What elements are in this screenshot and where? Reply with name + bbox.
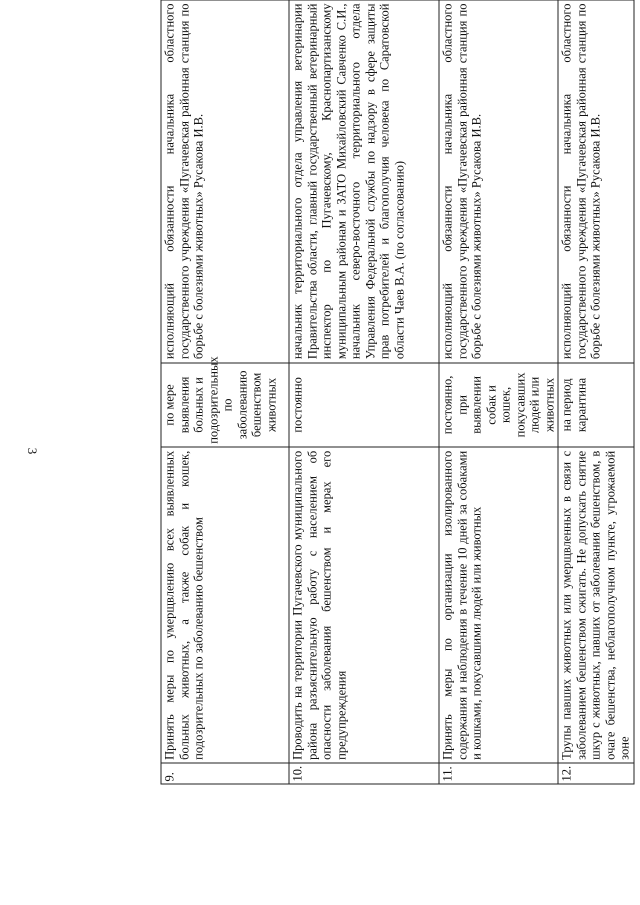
measure-cell: Проводить на территории Пугачевского муниципального района разъяснительную работу с населением об опасности заболевания бешенством и мерах его предупреждения	[289, 447, 439, 763]
responsible-cell: исполняющий обязанности начальника областного государственного учреждения «Пугачевская районная станция по борьбе с болезнями животных» Русакова И.В.	[161, 0, 289, 363]
measure-cell: Трупы павших животных или умерщвленных в связи с заболеванием бешенством сжигать. Не допускать снятие шкур с животных, павших от заболевания бешенством, в очаге бешенства, неблагополучном пункте, угрожаемой зоне	[558, 447, 634, 763]
term-cell: по мере выявления больных и подозрительных по заболеванию бешенством животных	[161, 363, 289, 448]
table-row	[289, 0, 439, 784]
table-row	[439, 0, 558, 784]
term-cell: постоянно	[289, 363, 439, 448]
measure-cell: Принять меры по организации изолированного содержания и наблюдения в течение 10 дней за собаками и кошками, покусавшими людей или животных	[439, 447, 558, 763]
responsible-cell: исполняющий обязанности начальника областного государственного учреждения «Пугачевская районная станция по борьбе с болезнями животных» Русакова И.В.	[439, 0, 558, 363]
responsible-cell: начальник территориального отдела управления ветеринарии Правительства области, главный государственный ветеринарный инспектор по Пугачевскому, Краснопартизанскому муниципальным районам и ЗАТО Михайловский Савченко С.И., начальник северо-восточного территориального отдела Управления Федеральной службы по надзору в сфере защиты прав потребителей и благополучия человека по Саратовской области Чаев В.А. (по согласованию)	[289, 0, 439, 363]
responsible-cell: исполняющий обязанности начальника областного государственного учреждения «Пугачевская районная станция по борьбе с болезнями животных» Русакова И.В.	[558, 0, 634, 363]
row-number: 11.	[439, 763, 558, 784]
table-row	[161, 0, 289, 784]
row-number: 9.	[161, 763, 289, 784]
measures-table	[161, 0, 635, 785]
measures-table-container	[161, 0, 632, 785]
term-cell: на период карантина	[558, 363, 634, 448]
row-number: 10.	[289, 763, 439, 784]
measure-cell: Принять меры по умерщвлению всех выявленных больных животных, а также собак и кошек, подозрительных по заболеванию бешенством	[161, 447, 289, 763]
term-cell: постоянно, при выявлении собак и кошек, покусавших людей или животных	[439, 363, 558, 448]
row-number: 12.	[558, 763, 634, 784]
page-number: 3	[25, 447, 40, 455]
table-row	[558, 0, 634, 784]
